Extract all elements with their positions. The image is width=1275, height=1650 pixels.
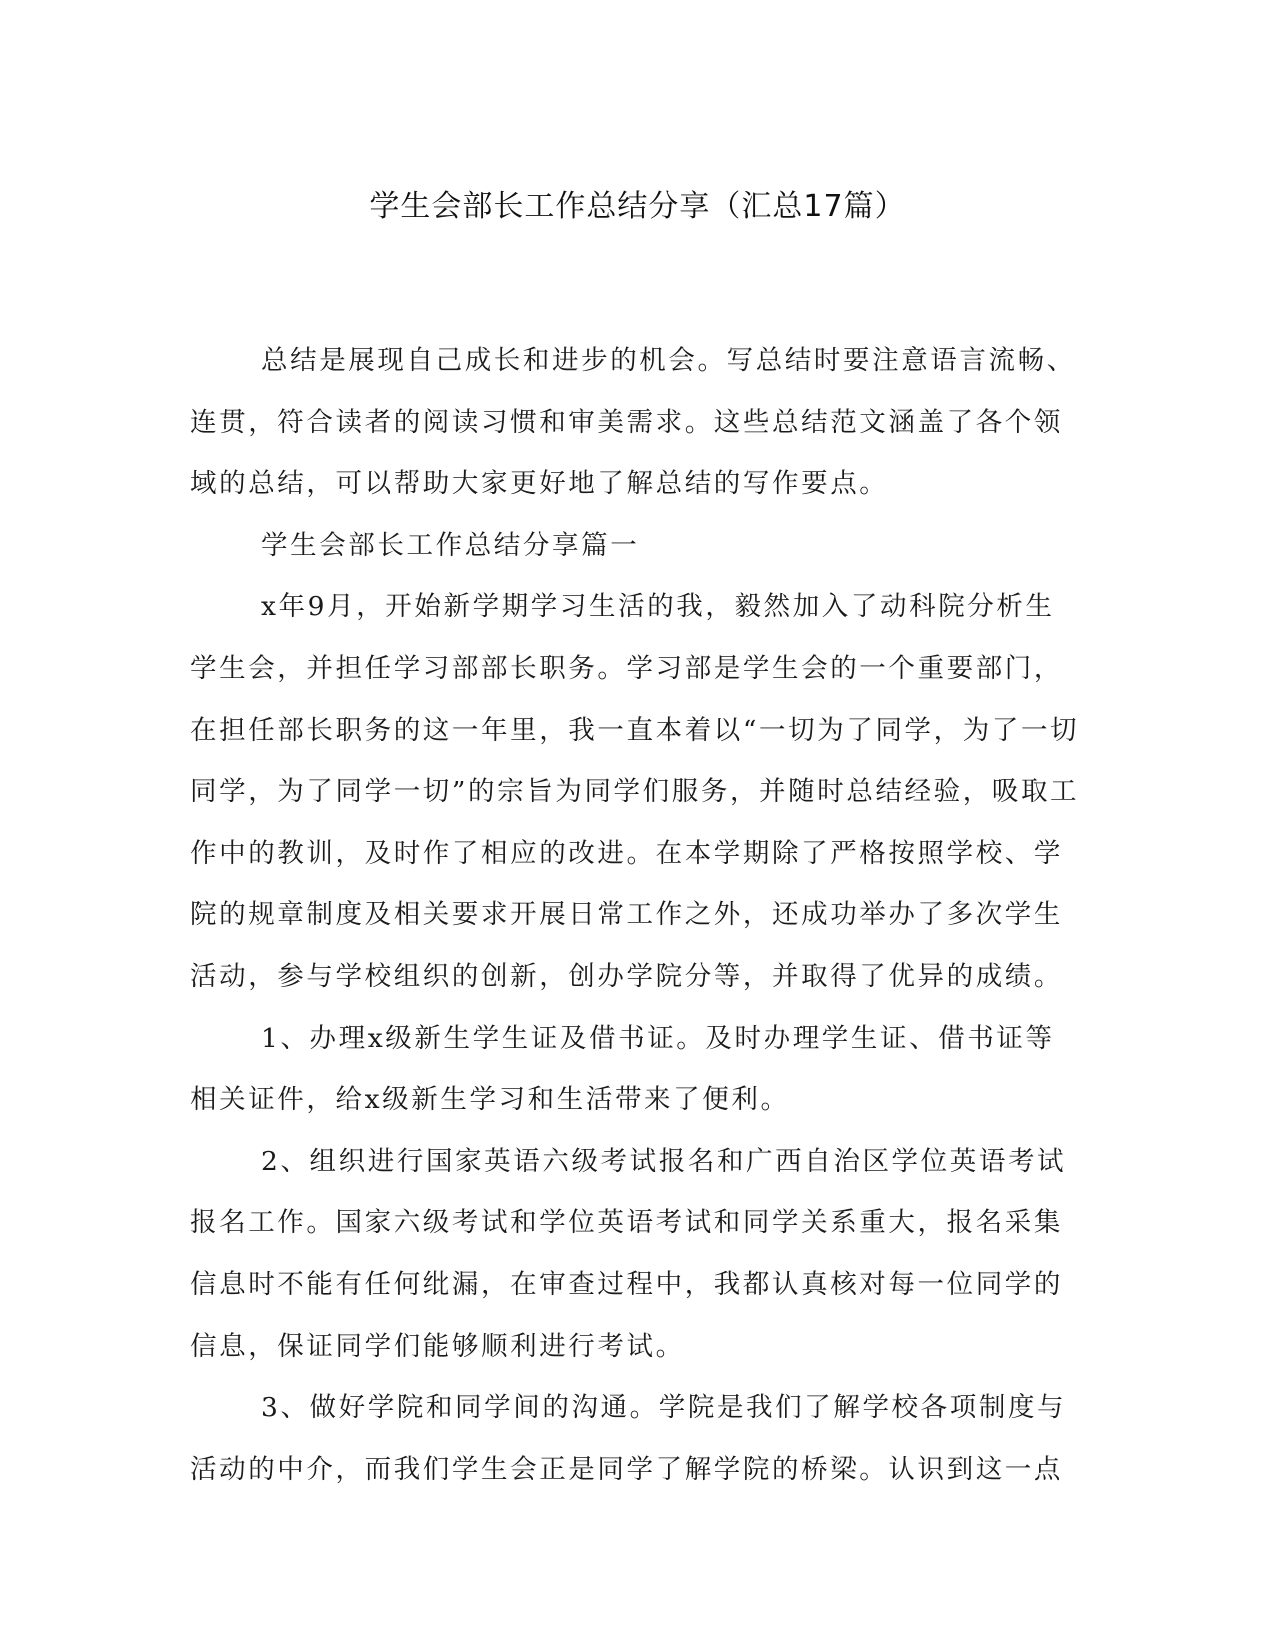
list-item-line: 报名工作。国家六级考试和学位英语考试和同学关系重大，报名采集 — [190, 1207, 1063, 1239]
list-item-line: 1、办理x级新生学生证及借书证。及时办理学生证、借书证等 — [261, 1022, 1055, 1054]
document-title: 学生会部长工作总结分享（汇总17篇） — [369, 189, 906, 224]
paragraph-line: x年9月，开始新学期学习生活的我，毅然加入了动科院分析生 — [261, 591, 1055, 623]
section-heading: 学生会部长工作总结分享篇一 — [261, 529, 640, 561]
list-item-line: 3、做好学院和同学间的沟通。学院是我们了解学校各项制度与 — [261, 1392, 1067, 1424]
list-item-line: 相关证件，给x级新生学习和生活带来了便利。 — [190, 1084, 790, 1116]
paragraph-line: 作中的教训，及时作了相应的改进。在本学期除了严格按照学校、学 — [190, 837, 1063, 869]
paragraph-line: 连贯，符合读者的阅读习惯和审美需求。这些总结范文涵盖了各个领 — [190, 406, 1063, 438]
paragraph-line: 域的总结，可以帮助大家更好地了解总结的写作要点。 — [190, 468, 889, 500]
list-item-line: 信息，保证同学们能够顺利进行考试。 — [190, 1330, 685, 1362]
paragraph-line: 总结是展现自己成长和进步的机会。写总结时要注意语言流畅、 — [261, 345, 1076, 376]
paragraph-line: 同学，为了同学一切”的宗旨为同学们服务，并随时总结经验，吸取工 — [190, 776, 1080, 808]
paragraph-line: 在担任部长职务的这一年里，我一直本着以“一切为了同学，为了一切 — [190, 714, 1080, 746]
paragraph-line: 学生会，并担任学习部部长职务。学习部是学生会的一个重要部门， — [190, 652, 1063, 684]
document-body — [190, 330, 1080, 1500]
paragraph-line: 活动，参与学校组织的创新，创办学院分等，并取得了优异的成绩。 — [190, 960, 1063, 992]
list-item-line: 2、组织进行国家英语六级考试报名和广西自治区学位英语考试 — [261, 1145, 1067, 1177]
paragraph-line: 院的规章制度及相关要求开展日常工作之外，还成功举办了多次学生 — [190, 899, 1063, 931]
list-item-line: 活动的中介，而我们学生会正是同学了解学院的桥梁。认识到这一点 — [190, 1453, 1063, 1485]
list-item-line: 信息时不能有任何纰漏，在审查过程中，我都认真核对每一位同学的 — [190, 1268, 1063, 1300]
